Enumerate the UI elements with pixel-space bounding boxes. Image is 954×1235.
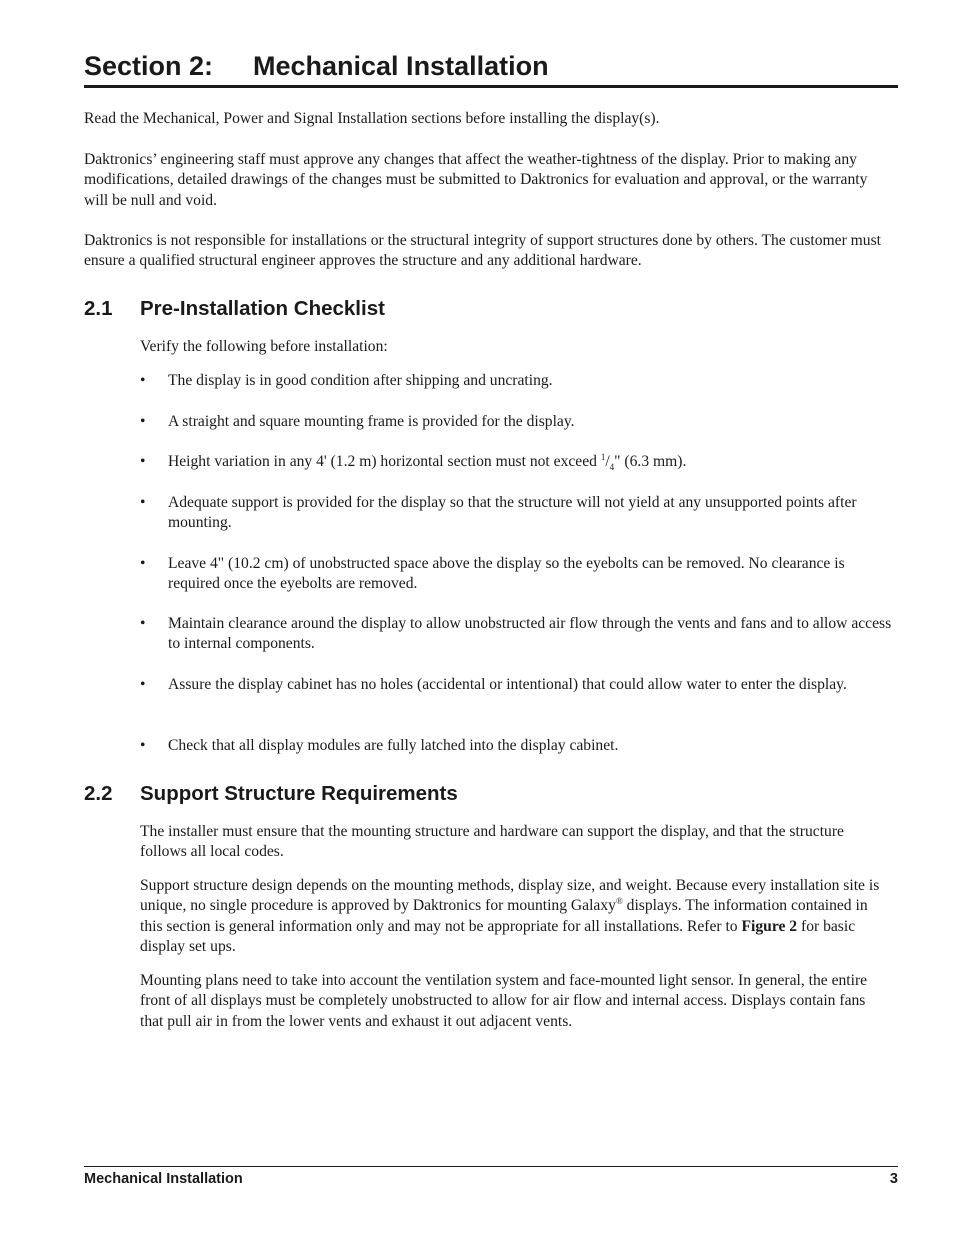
subsection-number: 2.2 — [84, 782, 113, 805]
bullet-icon: • — [140, 453, 146, 470]
checklist-item-text: Leave 4" (10.2 cm) of unobstructed space above the display so the eyebolts can be removed. No clearance is required once the eyebolts are removed. — [168, 555, 845, 593]
checklist-lead: Verify the following before installation: — [140, 338, 388, 355]
section-number: Section 2: — [84, 51, 214, 81]
section-heading — [84, 48, 898, 88]
footer-divider — [84, 1166, 898, 1167]
bullet-icon: • — [140, 555, 146, 572]
fraction-slash: / — [605, 453, 610, 470]
checklist-item-text: Adequate support is provided for the display so that the structure will not yield at any unsupported points after mounting. — [168, 494, 857, 532]
intro-paragraph-3: Daktronics is not responsible for installations or the structural integrity of support structures done by others. The customer must ensure a qualified structural engineer approves the structure and any additional hardware. — [84, 232, 882, 270]
checklist-item-text: Height variation in any 4' (1.2 m) horizontal section must not exceed $^1/_4$" (6.3 mm). — [168, 451, 687, 473]
fraction-denominator: 4 — [609, 462, 615, 473]
support-paragraph-2: Support structure design depends on the mounting methods, display size, and weight. Because every installation site is unique, no single procedure is approved by Daktronics for mounting Galaxy® displays. The information contained in this section is general information only and may not be appropriate for all installations. Refer to Figure 2 for basic display set ups. — [140, 877, 880, 956]
fraction-numerator: 1 — [600, 451, 606, 462]
bullet-icon: • — [140, 615, 146, 632]
registered-mark: ® — [615, 896, 623, 907]
checklist-item-text: The display is in good condition after shipping and uncrating. — [168, 372, 553, 389]
bullet-icon: • — [140, 676, 146, 693]
support-paragraph-1: The installer must ensure that the mounting structure and hardware can support the display, and that the structure follows all local codes. — [140, 823, 844, 861]
checklist-item-text: Assure the display cabinet has no holes (accidental or intentional) that could allow water to enter the display. — [168, 676, 847, 693]
page-number: 3 — [889, 1171, 898, 1187]
bullet-icon: • — [140, 372, 146, 389]
checklist-item-text: Maintain clearance around the display to allow unobstructed air flow through the vents and fans and to allow access to internal components. — [168, 615, 892, 653]
subsection-title: Pre-Installation Checklist — [140, 297, 385, 320]
subsection-number: 2.1 — [84, 297, 113, 320]
subsection-title: Support Structure Requirements — [140, 782, 458, 805]
figure-reference: Figure 2 — [741, 917, 798, 935]
bullet-icon: • — [140, 737, 146, 754]
intro-paragraph-1: Read the Mechanical, Power and Signal Installation sections before installing the display(s). — [84, 110, 660, 127]
bullet-icon: • — [140, 413, 146, 430]
checklist-item-text: A straight and square mounting frame is provided for the display. — [168, 413, 575, 430]
support-paragraph-3: Mounting plans need to take into account the ventilation system and face-mounted light sensor. In general, the entire front of all displays must be completely unobstructed to allow for air flow and internal access. Displays contain fans that pull air in from the lower vents and exhaust it out adjacent vents. — [140, 972, 868, 1030]
intro-paragraph-2: Daktronics’ engineering staff must approve any changes that affect the weather-tightness of the display. Prior to making any modifications, detailed drawings of the changes must be submitted to Daktronics for evaluation and approval, or the warranty will be null and void. — [84, 151, 868, 209]
subsection-heading-2-1 — [84, 296, 385, 322]
checklist-item-text: Check that all display modules are fully latched into the display cabinet. — [168, 737, 619, 754]
bullet-icon: • — [140, 494, 146, 511]
footer-title: Mechanical Installation — [84, 1171, 243, 1187]
subsection-heading-2-2 — [84, 781, 458, 807]
section-title: Mechanical Installation — [253, 51, 549, 81]
